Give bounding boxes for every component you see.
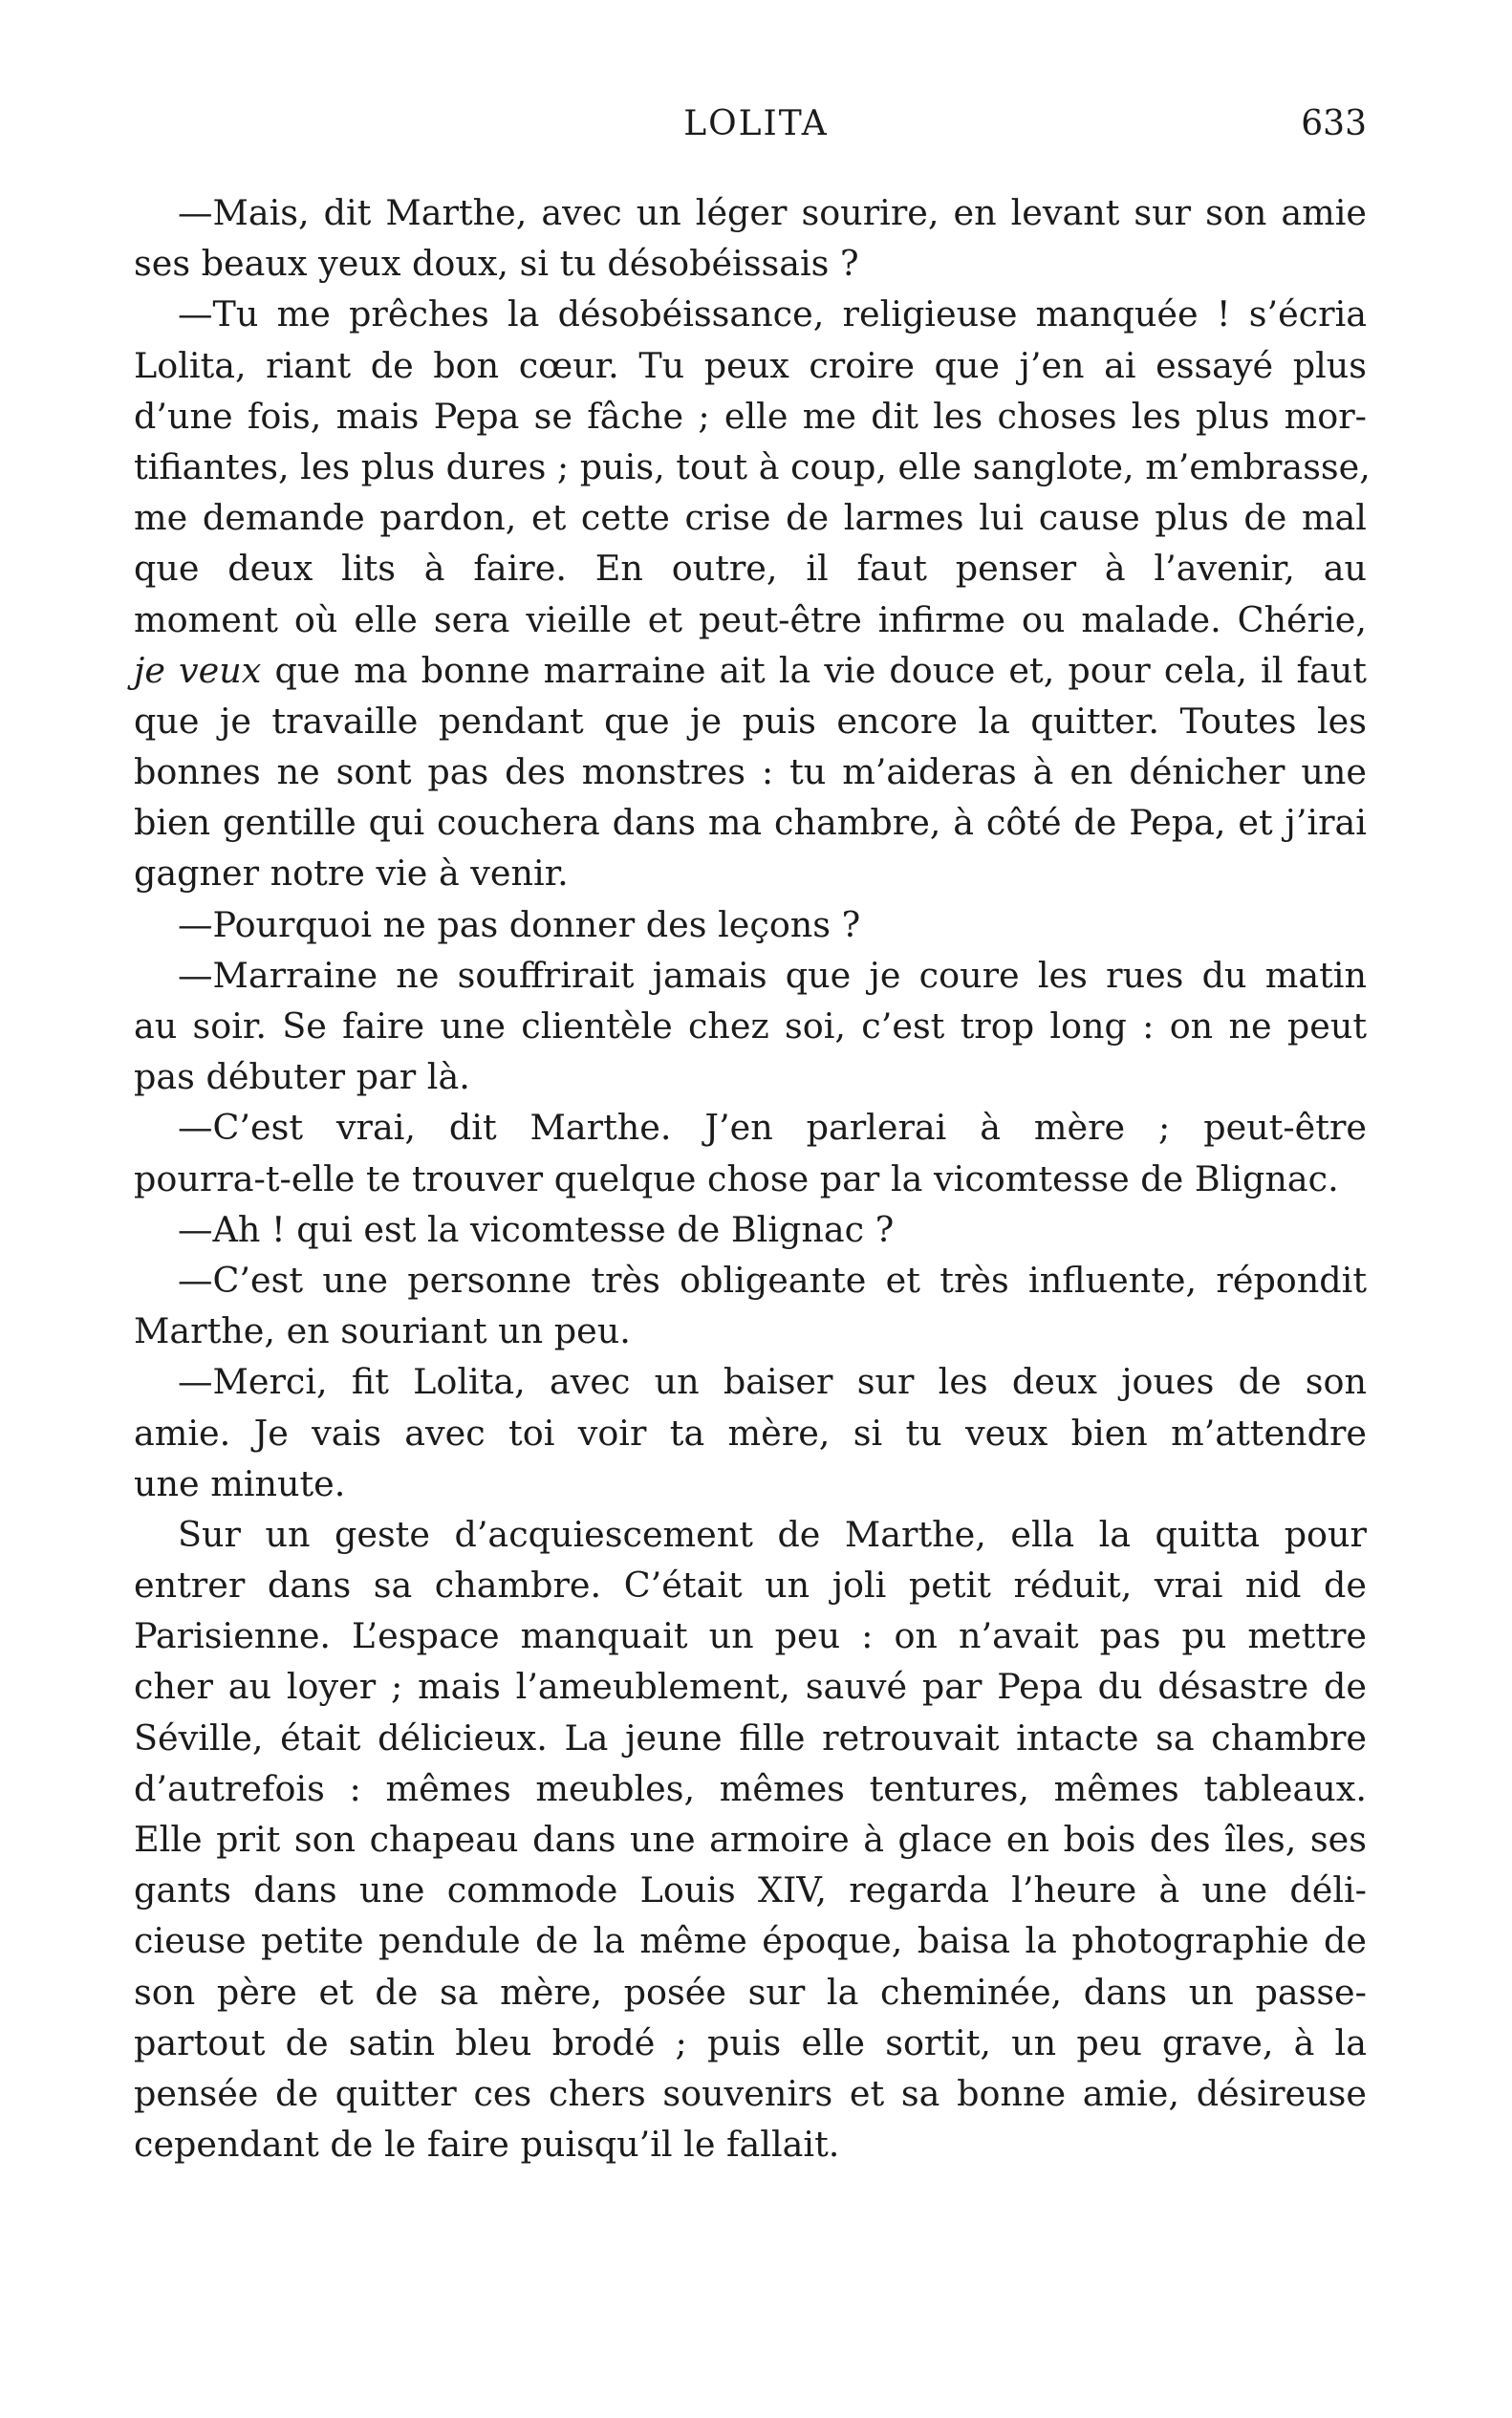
text-line <box>134 391 1367 442</box>
line-text: pensée de quitter ces chers souvenirs et sa bonne amie, désireuse <box>134 2072 1367 2114</box>
text-line <box>134 543 1367 594</box>
text-line <box>134 1306 1367 1356</box>
text-line <box>134 2018 1367 2068</box>
line-text: —Pourquoi ne pas donner des leçons ? <box>178 903 861 945</box>
running-title: LOLITA <box>683 104 829 143</box>
page-number: 633 <box>1301 104 1367 143</box>
line-text: —C’est une personne très obligeante et très influente, répondit <box>178 1259 1367 1301</box>
text-line <box>134 2068 1367 2119</box>
text-line <box>134 1560 1367 1610</box>
line-text: partout de satin bleu brodé ; puis elle sortit, un peu grave, à la <box>134 2021 1367 2063</box>
text-line <box>134 1154 1367 1204</box>
line-text: gants dans une commode Louis XIV, regarda l’heure à une déli- <box>134 1869 1367 1911</box>
line-text: une minute. <box>134 1462 346 1504</box>
line-text: que deux lits à faire. En outre, il faut penser à l’avenir, au <box>134 548 1367 590</box>
line-text: Parisienne. L’espace manquait un peu : on n’avait pas pu mettre <box>134 1615 1367 1657</box>
text-line <box>134 1204 1367 1255</box>
text-line <box>134 340 1367 391</box>
text-line <box>134 1509 1367 1560</box>
text-line <box>134 797 1367 848</box>
line-text: Elle prit son chapeau dans une armoire à glace en bois des îles, ses <box>134 1819 1367 1860</box>
line-text: —Marraine ne souffrirait jamais que je coure les rues du matin <box>178 954 1367 996</box>
line-text: tifiantes, les plus dures ; puis, tout à coup, elle sanglote, m’embrasse, <box>134 445 1371 487</box>
line-text: Lolita, riant de bon cœur. Tu peux croire que j’en ai essayé plus <box>134 344 1367 386</box>
text-line <box>134 289 1367 339</box>
text-line <box>134 1001 1367 1051</box>
text-line <box>134 1661 1367 1712</box>
line-text: amie. Je vais avec toi voir ta mère, si tu veux bien m’attendre <box>134 1412 1367 1454</box>
text-line <box>134 848 1367 898</box>
line-text: bien gentille qui couchera dans ma chambre, à côté de Pepa, et j’irai <box>134 802 1367 844</box>
text-line <box>134 1051 1367 1102</box>
text-line <box>134 2119 1367 2170</box>
text-line <box>134 187 1367 238</box>
line-text: me demande pardon, et cette crise de larmes lui cause plus de mal <box>134 497 1367 539</box>
line-text: son père et de sa mère, posée sur la cheminée, dans un passe- <box>134 1971 1367 2013</box>
line-text: entrer dans sa chambre. C’était un joli petit réduit, vrai nid de <box>134 1565 1367 1607</box>
text-line <box>134 1610 1367 1661</box>
text-line <box>134 1255 1367 1306</box>
line-text: Séville, était délicieux. La jeune fille retrouvait intacte sa chambre <box>134 1716 1367 1759</box>
text-line <box>134 746 1367 797</box>
line-text: d’une fois, mais Pepa se fâche ; elle me dit les choses les plus mor- <box>134 395 1367 437</box>
line-text: pourra-t-elle te trouver quelque chose par la vicomtesse de Blignac. <box>134 1157 1339 1199</box>
line-text: pas débuter par là. <box>134 1056 470 1098</box>
line-text: —C’est vrai, dit Marthe. J’en parlerai à mère ; peut-être <box>178 1107 1367 1149</box>
line-text: que ma bonne marraine ait la vie douce et, pour cela, il faut <box>261 649 1367 691</box>
line-text: au soir. Se faire une clientèle chez soi, c’est trop long : on ne peut <box>134 1005 1367 1047</box>
text-line <box>134 1408 1367 1458</box>
text-line <box>134 1763 1367 1814</box>
text-line <box>134 1865 1367 1915</box>
line-text: Marthe, en souriant un peu. <box>134 1310 631 1352</box>
text-line <box>134 645 1367 696</box>
text-line <box>134 594 1367 645</box>
line-text: ses beaux yeux doux, si tu désobéissais ? <box>134 243 859 285</box>
line-text: moment où elle sera vieille et peut-être infirme ou malade. Chérie, <box>134 598 1367 640</box>
text-line <box>134 1915 1367 1966</box>
line-text: que je travaille pendant que je puis encore la quitter. Toutes les <box>134 700 1367 742</box>
text-line <box>134 492 1367 543</box>
line-text: —Tu me prêches la désobéissance, religieuse manquée ! s’écria <box>178 293 1367 335</box>
text-line <box>134 696 1367 746</box>
text-line <box>134 1967 1367 2018</box>
line-text: cieuse petite pendule de la même époque, baisa la photographie de <box>134 1920 1367 1962</box>
text-line <box>134 1102 1367 1153</box>
text-line <box>134 1458 1367 1509</box>
line-text: Sur un geste d’acquiescement de Marthe, ella la quitta pour <box>178 1513 1367 1555</box>
line-text: —Mais, dit Marthe, avec un léger sourire, en levant sur son amie <box>178 192 1367 233</box>
line-text: d’autrefois : mêmes meubles, mêmes tentures, mêmes tableaux. <box>134 1767 1367 1809</box>
line-text: gagner notre vie à venir. <box>134 853 569 895</box>
emphasis: je veux <box>134 649 262 691</box>
text-line <box>134 1356 1367 1407</box>
text-line <box>134 1814 1367 1865</box>
text-line <box>134 238 1367 289</box>
text-line <box>134 950 1367 1001</box>
line-text: cependant de le faire puisqu’il le fallait. <box>134 2124 840 2166</box>
line-text: —Merci, fit Lolita, avec un baiser sur les deux joues de son <box>178 1361 1367 1403</box>
text-line <box>134 899 1367 950</box>
text-line <box>134 442 1371 492</box>
body-text <box>134 187 1371 2170</box>
line-text: bonnes ne sont pas des monstres : tu m’aideras à en dénicher une <box>134 751 1367 793</box>
line-text: —Ah ! qui est la vicomtesse de Blignac ? <box>178 1208 895 1250</box>
line-text: cher au loyer ; mais l’ameublement, sauvé par Pepa du désastre de <box>134 1666 1367 1708</box>
text-line <box>134 1713 1367 1763</box>
